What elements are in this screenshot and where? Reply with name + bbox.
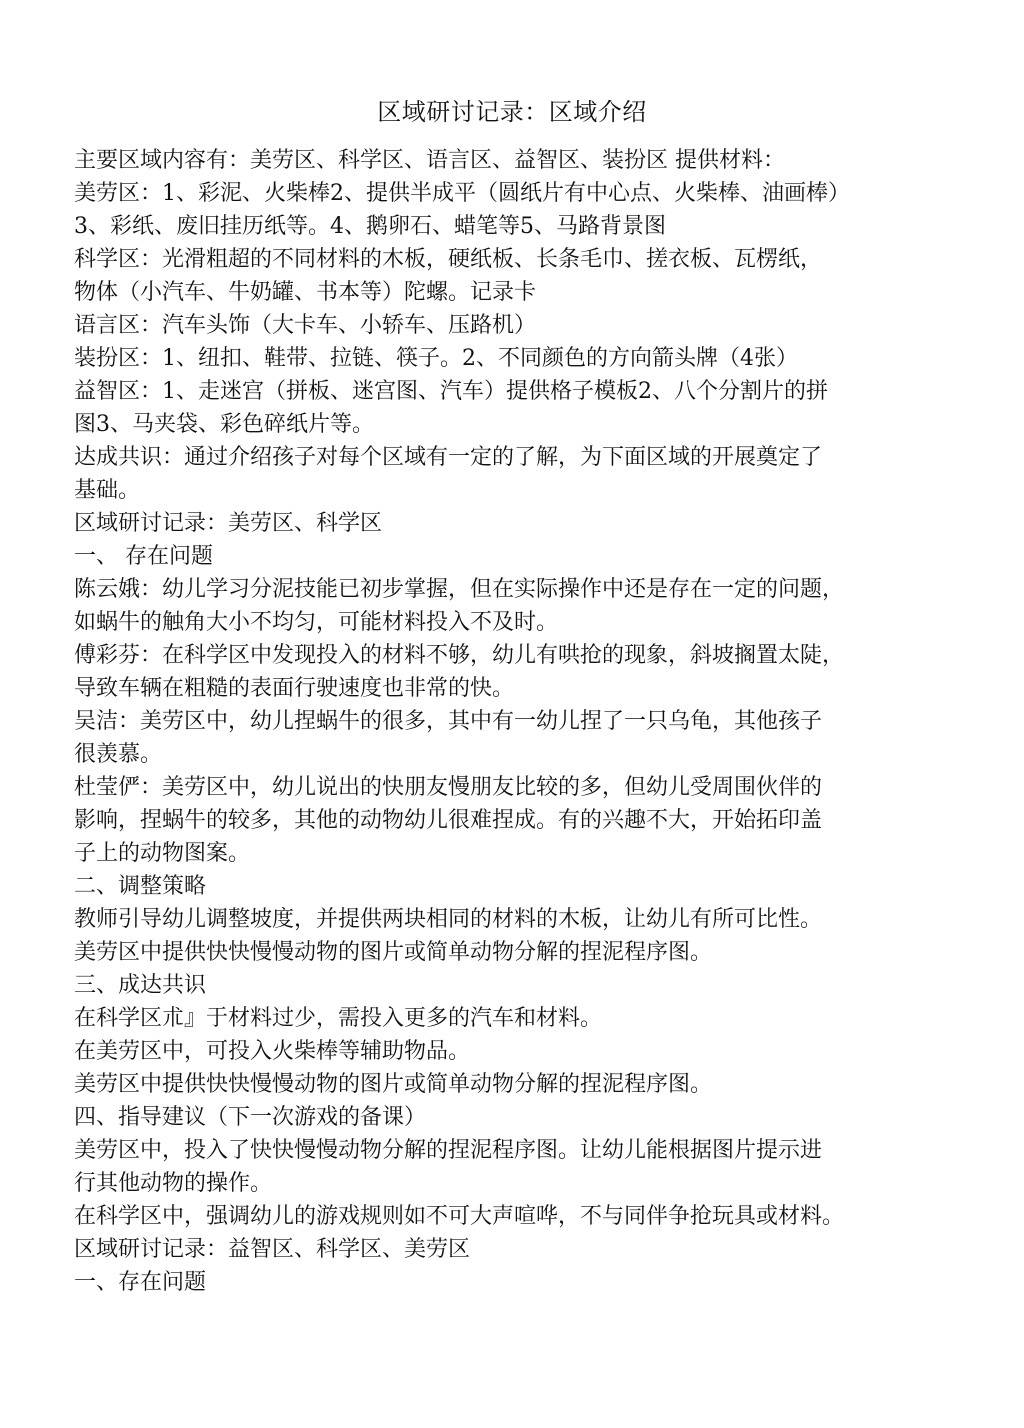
text-line: 益智区：1、走迷宫（拼板、迷宫图、汽车）提供格子模板2、八个分割片的拼 [74,379,828,404]
text-line: 物体（小汽车、牛奶罐、书本等）陀螺。记录卡 [74,280,537,305]
text-line: 陈云娥：幼儿学习分泥技能已初步掌握，但在实际操作中还是存在一定的问题， [74,577,845,602]
text-line: 在科学区中，强调幼儿的游戏规则如不可大声喧哗，不与同伴争抢玩具或材料。 [74,1204,845,1229]
text-line: 很羡慕。 [74,742,163,767]
text-line: 区域研讨记录：美劳区、科学区 [74,511,383,536]
text-line: 四、指导建议（下一次游戏的备课） [74,1105,427,1130]
text-line: 杜莹俨：美劳区中，幼儿说出的快朋友慢朋友比较的多，但幼儿受周围伙伴的 [74,775,823,800]
text-line: 行其他动物的操作。 [74,1171,273,1196]
text-line: 二、调整策略 [74,874,207,899]
text-line: 装扮区：1、纽扣、鞋带、拉链、筷子。2、不同颜色的方向箭头牌（4张） [74,346,798,371]
text-line: 美劳区：1、彩泥、火柴棒2、提供半成平（圆纸片有中心点、火柴棒、油画棒） [74,181,850,206]
document-title: 区域研讨记录：区域介绍 [377,98,647,126]
text-line: 美劳区中提供快快慢慢动物的图片或简单动物分解的捏泥程序图。 [74,1072,713,1097]
text-line: 影响，捏蜗牛的较多，其他的动物幼儿很难捏成。有的兴趣不大，开始拓印盖 [74,808,823,833]
text-line: 傅彩芬：在科学区中发现投入的材料不够，幼儿有哄抢的现象，斜坡搁置太陡， [74,643,845,668]
text-line: 区域研讨记录：益智区、科学区、美劳区 [74,1237,471,1262]
text-line: 基础。 [74,478,141,503]
text-line: 美劳区中，投入了快快慢慢动物分解的捏泥程序图。让幼儿能根据图片提示进 [74,1138,823,1163]
text-line: 一、 存在问题 [74,544,213,569]
text-line: 图3、马夹袋、彩色碎纸片等。 [74,412,374,437]
text-line: 如蜗牛的触角大小不均匀，可能材料投入不及时。 [74,610,559,635]
text-line: 三、成达共识 [74,973,207,998]
text-line: 美劳区中提供快快慢慢动物的图片或简单动物分解的捏泥程序图。 [74,940,713,965]
text-line: 教师引导幼儿调整坡度，并提供两块相同的材料的木板，让幼儿有所可比性。 [74,907,823,932]
text-line: 吴洁：美劳区中，幼儿捏蜗牛的很多，其中有一幼儿捏了一只乌龟，其他孩子 [74,709,823,734]
text-line: 导致车辆在粗糙的表面行驶速度也非常的快。 [74,676,515,701]
text-line: 科学区：光滑粗超的不同材料的木板，硬纸板、长条毛巾、搓衣板、瓦楞纸， [74,247,823,272]
text-line: 在美劳区中，可投入火柴棒等辅助物品。 [74,1039,471,1064]
text-line: 语言区：汽车头饰（大卡车、小轿车、压路机） [74,313,537,338]
document-body [74,144,934,1299]
text-line: 3、彩纸、废旧挂历纸等。4、鹅卵石、蜡笔等5、马路背景图 [74,214,666,239]
text-line: 一、存在问题 [74,1270,207,1295]
text-line: 主要区域内容有：美劳区、科学区、语言区、益智区、装扮区 提供材料： [74,148,785,173]
text-line: 在科学区朮』于材料过少，需投入更多的汽车和材料。 [74,1006,603,1031]
text-line: 子上的动物图案。 [74,841,251,866]
text-line: 达成共识：通过介绍孩子对每个区域有一定的了解，为下面区域的开展奠定了 [74,445,823,470]
